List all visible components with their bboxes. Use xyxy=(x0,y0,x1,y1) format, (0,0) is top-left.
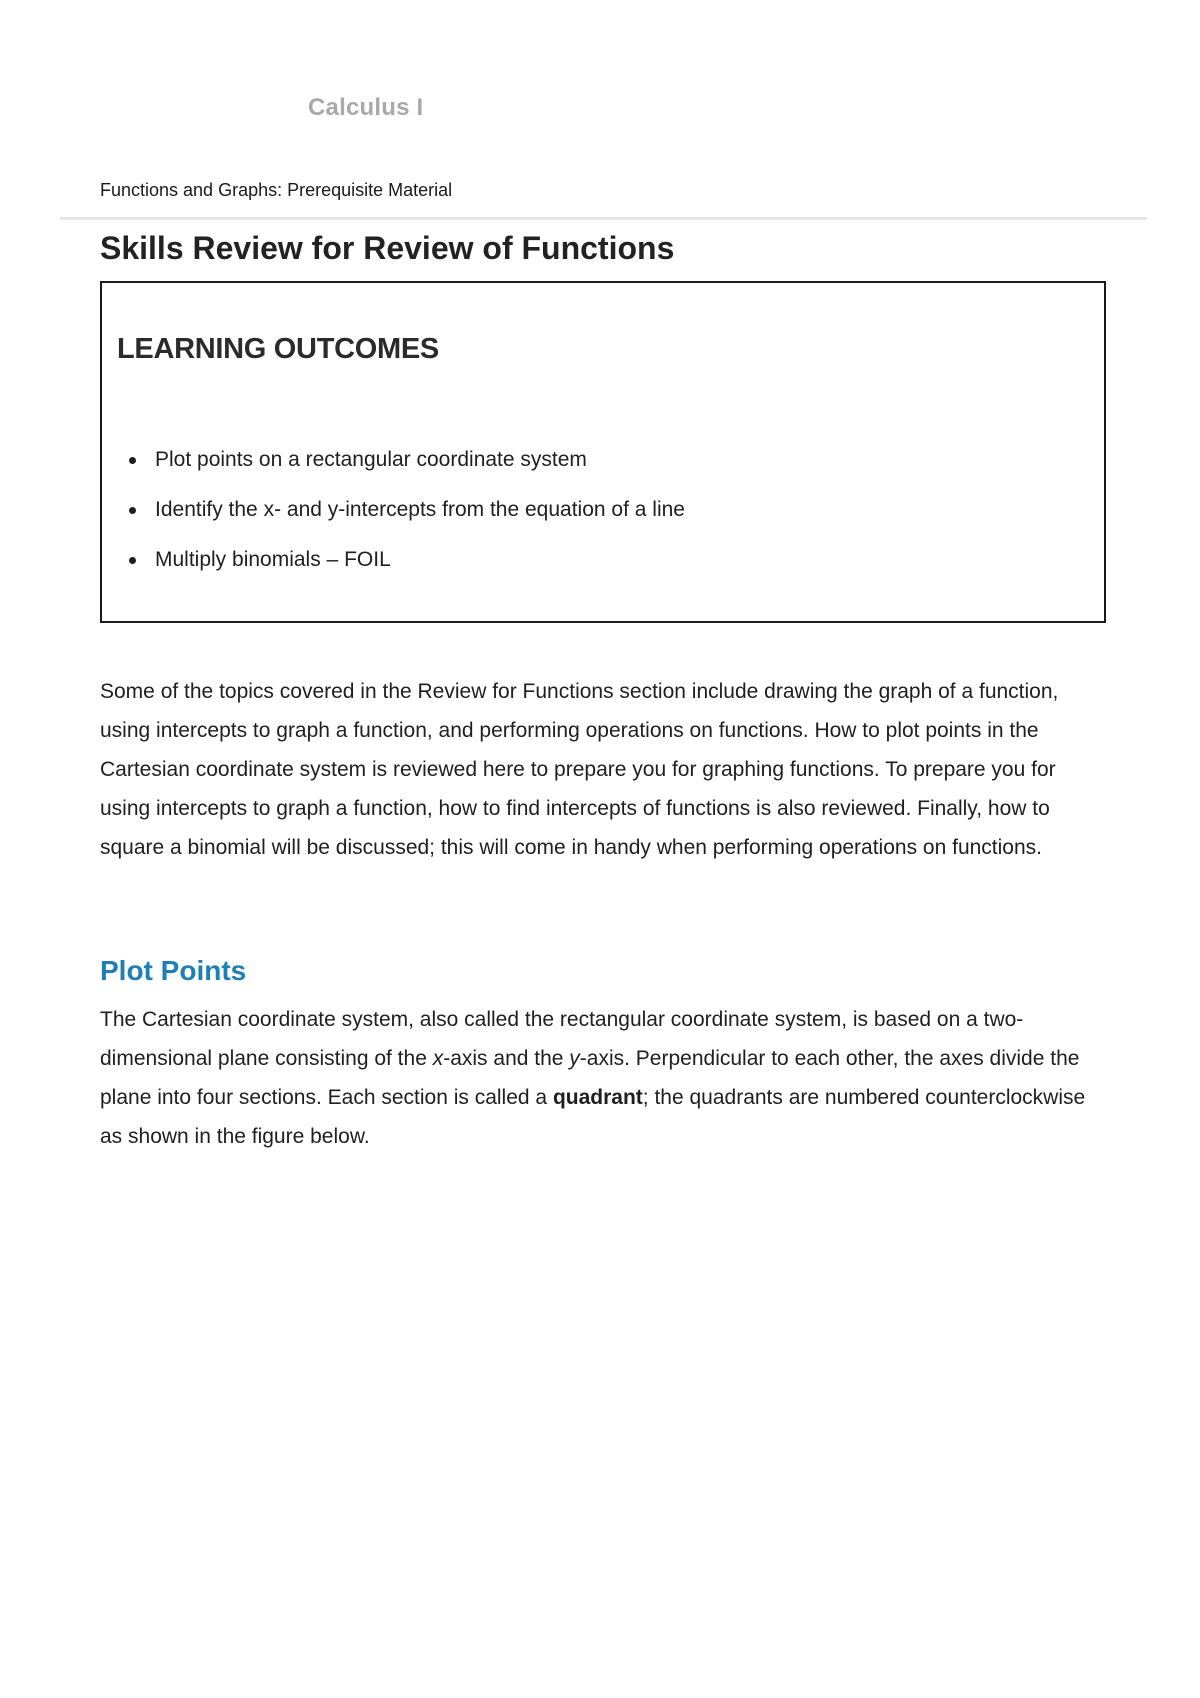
page-title: Skills Review for Review of Functions xyxy=(100,230,675,266)
text-run: -axis. Perpendicular to each other, the axes divide the plane into four sections. Each section is called a xyxy=(100,1047,1080,1109)
plot-points-paragraph xyxy=(100,1000,1110,1156)
learning-outcomes-list xyxy=(117,447,685,597)
learning-outcomes-box xyxy=(100,281,1106,623)
plot-points-heading: Plot Points xyxy=(100,955,247,986)
quadrant-term: quadrant xyxy=(552,1086,643,1109)
list-item: Identify the x- and y-intercepts from the equation of a line xyxy=(117,497,685,547)
course-title: Calculus I xyxy=(308,94,424,121)
x-axis-variable: x xyxy=(432,1047,444,1070)
text-run: The Cartesian coordinate system, also called the rectangular coordinate system, is based on a two-dimensional plane consisting of the xyxy=(100,1008,1024,1070)
y-axis-variable: y xyxy=(569,1047,580,1070)
list-item: Multiply binomials – FOIL xyxy=(117,547,685,597)
text-run: -axis and the xyxy=(443,1047,570,1070)
intro-paragraph: Some of the topics covered in the Review for Functions section include drawing the graph of a function, using intercepts to graph a function, and performing operations on functions. How to plot points in the Cartesian coordinate system is reviewed here to prepare you for graphing functions. To prepare you for using intercepts to graph a function, how to find intercepts of functions is also reviewed. Finally, how to square a binomial will be discussed; this will come in handy when performing operations on functions. xyxy=(100,680,1059,859)
header-divider xyxy=(60,217,1147,220)
learning-outcomes-heading: LEARNING OUTCOMES xyxy=(117,333,439,365)
breadcrumb: Functions and Graphs: Prerequisite Material xyxy=(100,180,453,200)
list-item: Plot points on a rectangular coordinate system xyxy=(117,447,685,497)
text-run: ; the quadrants are numbered counterclockwise as shown in the figure below. xyxy=(100,1086,1086,1148)
